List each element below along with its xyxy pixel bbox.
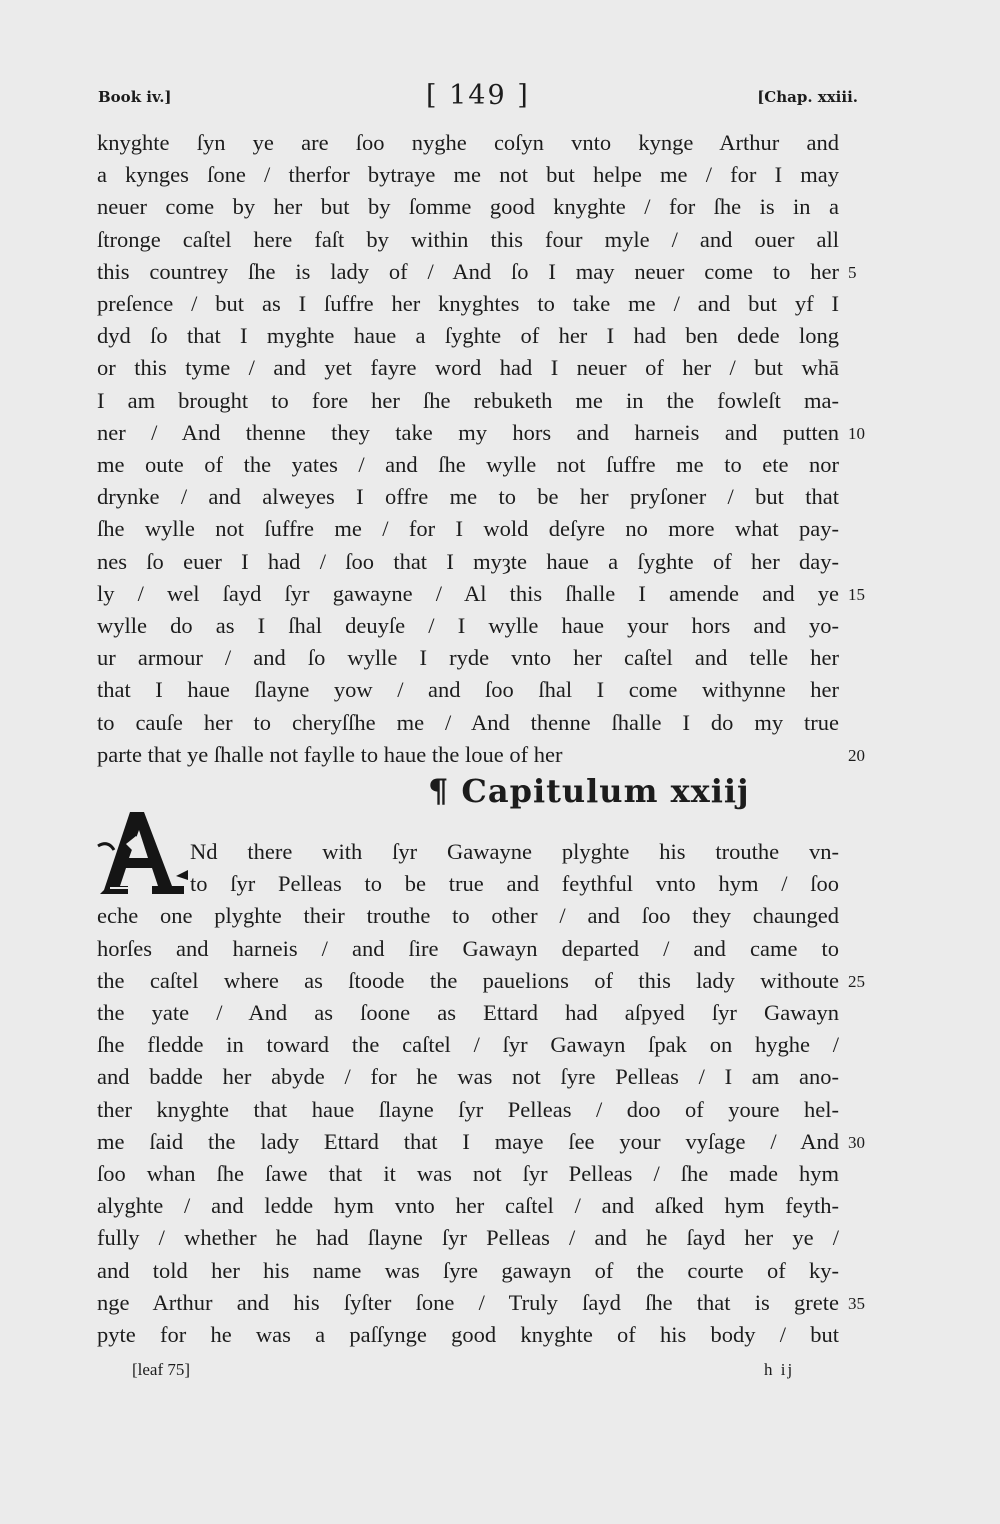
header-book: Book iv.] (98, 88, 172, 106)
text-line: and told her his name was ſyre gawayn of the courte of ky- (97, 1257, 839, 1283)
text-line: ſhe fledde in toward the caſtel / ſyr Gawayn ſpak on hyghe / (97, 1032, 839, 1058)
text-line: ſhe wylle not ſuffre me / for I wold deſyre no more what pay- (97, 516, 839, 542)
chapter-title: Capitulum xxiij (461, 772, 750, 810)
page-number: [ 149 ] (426, 80, 530, 111)
text-line: eche one plyghte their trouthe to other / and ſoo they chaunged (97, 903, 839, 929)
text-line: that I haue ſlayne yow / and ſoo ſhal I come withynne her (97, 677, 839, 703)
line-number: 10 (848, 423, 865, 443)
pilcrow-icon: ¶ (428, 772, 450, 810)
text-line: this countrey ſhe is lady of / And ſo I may neuer come to her (97, 258, 839, 284)
text-line: ly / wel ſayd ſyr gawayne / Al this ſhalle I amende and ye (97, 580, 839, 606)
text-line: I am brought to fore her ſhe rebuketh me in the fowleſt ma- (97, 387, 839, 413)
gathering-signature: h ij (764, 1360, 795, 1379)
text-line: pyte for he was a paſſynge good knyghte of his body / but (97, 1322, 839, 1347)
line-number: 20 (848, 745, 865, 765)
line-number: 30 (848, 1132, 865, 1152)
text-line: to ſyr Pelleas to be true and feythful vnto hym / ſoo (190, 871, 839, 897)
line-number: 25 (848, 971, 865, 991)
line-number: 15 (848, 584, 865, 604)
text-line: ur armour / and ſo wylle I ryde vnto her caſtel and telle her (97, 645, 839, 671)
text-line: ſoo whan ſhe ſawe that it was not ſyr Pelleas / ſhe made hym (97, 1161, 839, 1186)
text-line: the yate / And as ſoone as Ettard had aſpyed ſyr Gawayn (97, 1000, 839, 1025)
text-line: or this tyme / and yet fayre word had I neuer of her / but whā (97, 355, 839, 381)
line-number: 35 (848, 1293, 865, 1313)
text-line: ſtronge caſtel here faſt by within this four myle / and ouer all (97, 226, 839, 252)
decorated-initial-a (96, 806, 188, 898)
text-line: preſence / but as I ſuffre her knyghtes to take me / and but yf I (97, 291, 839, 316)
text-line: the caſtel where as ſtoode the pauelions of this lady withoute (97, 967, 839, 993)
text-line: nge Arthur and his ſyſter ſone / Truly ſayd ſhe that is grete (97, 1289, 839, 1315)
text-line: Nd there with ſyr Gawayne plyghte his trouthe vn- (190, 839, 839, 864)
text-line: ner / And thenne they take my hors and harneis and putten (97, 419, 839, 445)
leaf-signature: [leaf 75] (132, 1360, 191, 1379)
text-line: wylle do as I ſhal deuyſe / I wylle haue your hors and yo- (97, 613, 839, 638)
text-line: alyghte / and ledde hym vnto her caſtel / and aſked hym feyth- (97, 1193, 839, 1219)
text-line: ther knyghte that haue ſlayne ſyr Pelleas / doo of youre hel- (97, 1096, 839, 1122)
text-line: knyghte ſyn ye are ſoo nyghe coſyn vnto kynge Arthur and (97, 130, 839, 155)
text-line: drynke / and alweyes I offre me to be her pryſoner / but that (97, 484, 839, 510)
text-line: parte that ye ſhalle not faylle to haue the loue of her (97, 741, 563, 767)
text-line: nes ſo euer I had / ſoo that I myȝte haue a ſyghte of her day- (97, 548, 839, 574)
header-chapter: [Chap. xxiii. (757, 88, 858, 106)
text-line: fully / whether he had ſlayne ſyr Pelleas / and he ſayd her ye / (97, 1225, 839, 1251)
text-line: horſes and harneis / and ſire Gawayn departed / and came to (97, 935, 839, 961)
running-header (98, 80, 858, 114)
chapter-heading (428, 772, 750, 812)
text-line: me oute of the yates / and ſhe wylle not ſuffre me to ete nor (97, 452, 839, 477)
text-line: dyd ſo that I myghte haue a ſyghte of her I had ben dede long (97, 323, 839, 349)
text-line: a kynges ſone / therfor bytraye me not but helpe me / for I may (97, 162, 839, 188)
line-number: 5 (848, 262, 857, 282)
text-line: me ſaid the lady Ettard that I maye ſee your vyſage / And (97, 1128, 839, 1154)
text-line: neuer come by her but by ſomme good knyghte / for ſhe is in a (97, 194, 839, 220)
text-line: to cauſe her to cheryſſhe me / And thenne ſhalle I do my true (97, 709, 839, 735)
text-line: and badde her abyde / for he was not ſyre Pelleas / I am ano- (97, 1064, 839, 1090)
